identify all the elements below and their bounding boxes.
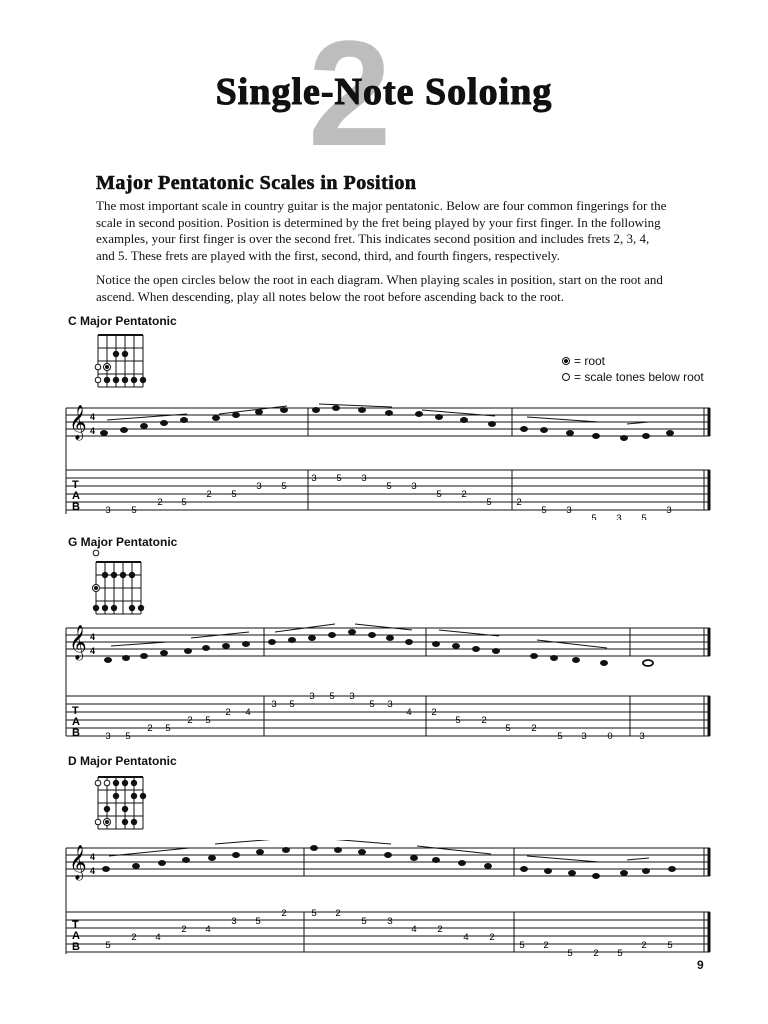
svg-text:5: 5 [231,489,237,500]
svg-text:4: 4 [411,924,417,935]
svg-text:5: 5 [386,481,392,492]
tab-letter-t: T [72,479,79,491]
instruction-paragraph: Notice the open circles below the root in each diagram. When playing scales in position, start on the root and ascend. When descending, play all notes below the root before ascending back to the root. [96,272,663,304]
tab-letter-b: B [72,501,80,513]
svg-text:5: 5 [667,940,673,951]
svg-text:2: 2 [481,715,487,726]
svg-text:2: 2 [335,908,341,919]
tab-letter-a: A [72,490,80,502]
svg-text:2: 2 [181,924,187,935]
chapter-title: Single-Note Soloing [215,71,553,113]
fretboard-diagram-g [84,548,150,618]
svg-text:3: 3 [581,731,587,742]
svg-text:5: 5 [436,489,442,500]
svg-text:5: 5 [329,691,335,702]
open-dot-icon [562,373,570,381]
svg-text:5: 5 [311,908,317,919]
fretboard-diagram-c [90,330,150,396]
svg-text:3: 3 [105,505,111,516]
staff-tab-c [64,400,712,520]
svg-text:5: 5 [369,699,375,710]
svg-text:4: 4 [155,932,161,943]
time-signature: 4 [90,646,96,656]
svg-text:3: 3 [311,473,317,484]
chapter-number: 2 [308,9,392,177]
svg-text:3: 3 [349,691,355,702]
svg-text:3: 3 [256,481,262,492]
svg-text:2: 2 [157,497,163,508]
tab-letter-t: T [72,919,79,931]
example-title-g: G Major Pentatonic [68,535,178,549]
svg-text:5: 5 [131,505,137,516]
svg-text:2: 2 [516,497,522,508]
svg-text:3: 3 [309,691,315,702]
svg-text:5: 5 [336,473,342,484]
svg-text:3: 3 [387,699,393,710]
time-signature: 4 [90,852,96,862]
svg-text:2: 2 [206,489,212,500]
time-signature: 4 [90,632,96,642]
svg-text:3: 3 [271,699,277,710]
svg-text:2: 2 [543,940,549,951]
svg-text:5: 5 [519,940,525,951]
svg-text:2: 2 [225,707,231,718]
svg-text:5: 5 [281,481,287,492]
svg-text:5: 5 [617,948,623,958]
svg-text:3: 3 [666,505,672,516]
svg-text:2: 2 [641,940,647,951]
time-signature: 4 [90,866,96,876]
svg-text:3: 3 [639,731,645,742]
legend-root: = root [574,354,606,368]
svg-text:2: 2 [531,723,537,734]
svg-text:2: 2 [489,932,495,943]
svg-text:3: 3 [361,473,367,484]
svg-text:5: 5 [567,948,573,958]
svg-text:4: 4 [463,932,469,943]
svg-text:5: 5 [205,715,211,726]
svg-text:2: 2 [147,723,153,734]
svg-text:5: 5 [455,715,461,726]
example-title-c: C Major Pentatonic [68,314,177,328]
svg-text:2: 2 [131,932,137,943]
svg-text:5: 5 [361,916,367,927]
svg-text:5: 5 [557,731,563,742]
svg-text:4: 4 [406,707,412,718]
svg-text:5: 5 [181,497,187,508]
svg-text:5: 5 [165,723,171,734]
svg-text:2: 2 [593,948,599,958]
svg-text:5: 5 [641,513,647,520]
staff-tab-d [64,840,712,958]
svg-text:3: 3 [231,916,237,927]
svg-text:3: 3 [616,513,622,520]
svg-text:2: 2 [461,489,467,500]
intro-paragraph: The most important scale in country guitar is the major pentatonic. Below are four common fingerings for the scale in second position. Position is determined by the fret being played by your first finger. In the following examples, your first finger is over the second fret. This indicates second position and includes frets 2, 3, 4, and 5. These frets are played with the first, second, third, and fourth fingers, respectively. [96,198,667,263]
svg-text:2: 2 [281,908,287,919]
staff-tab-g [64,620,712,748]
svg-text:5: 5 [255,916,261,927]
treble-clef-icon: 𝄞 [69,406,87,439]
section-heading: Major Pentatonic Scales in Position [96,172,417,194]
legend [562,353,704,385]
svg-text:5: 5 [541,505,547,516]
svg-text:5: 5 [591,513,597,520]
treble-clef-icon: 𝄞 [69,846,87,879]
legend-below: = scale tones below root [574,370,704,384]
svg-text:3: 3 [411,481,417,492]
tab-letter-a: A [72,716,80,728]
svg-text:2: 2 [431,707,437,718]
tab-letter-a: A [72,930,80,942]
svg-text:5: 5 [105,940,111,951]
svg-text:5: 5 [125,731,131,742]
svg-text:2: 2 [187,715,193,726]
page-number: 9 [697,958,704,972]
tab-letter-t: T [72,705,79,717]
fretboard-diagram-d [90,772,150,836]
tab-letter-b: B [72,941,80,953]
svg-text:0: 0 [607,731,613,742]
svg-text:5: 5 [486,497,492,508]
tab-letter-b: B [72,727,80,739]
svg-text:5: 5 [289,699,295,710]
svg-text:4: 4 [205,924,211,935]
svg-text:4: 4 [245,707,251,718]
root-dot-icon [562,357,570,365]
time-signature: 4 [90,412,96,422]
svg-text:5: 5 [505,723,511,734]
svg-text:3: 3 [566,505,572,516]
svg-text:3: 3 [387,916,393,927]
svg-text:2: 2 [437,924,443,935]
svg-text:3: 3 [105,731,111,742]
example-title-d: D Major Pentatonic [68,754,177,768]
treble-clef-icon: 𝄞 [69,626,87,659]
time-signature: 4 [90,426,96,436]
